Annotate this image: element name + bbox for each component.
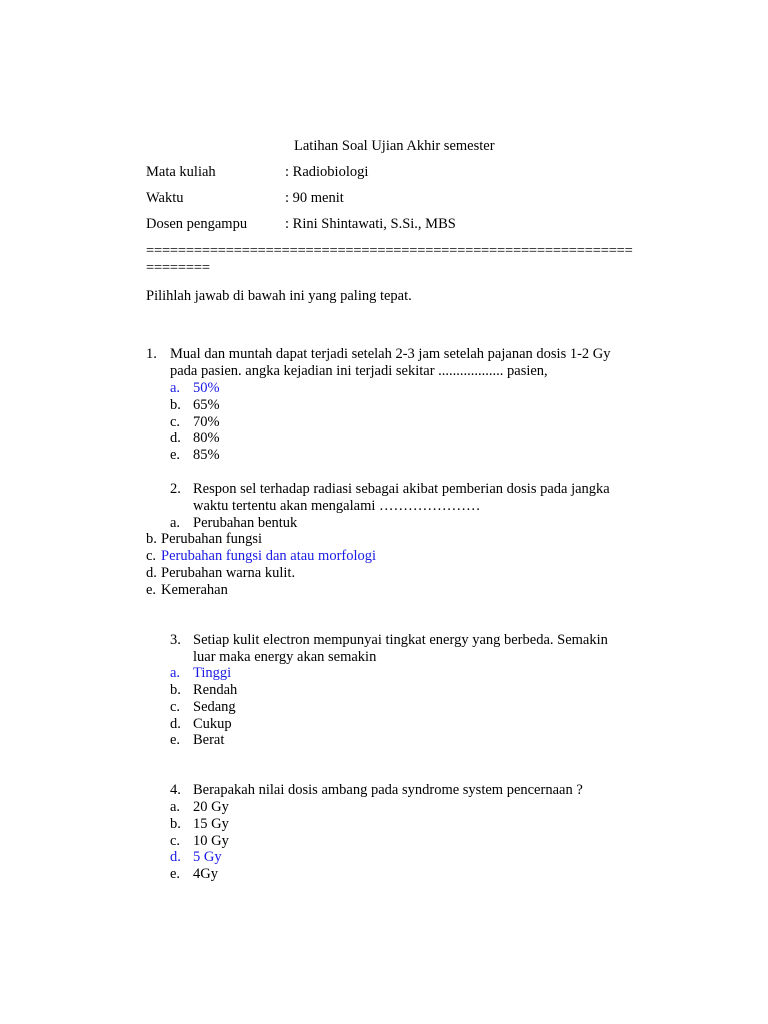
question-1-text-line-2: pada pasien. angka kejadian ini terjadi sekitar .................. pasien, xyxy=(170,363,548,379)
separator-line-2: ======== xyxy=(146,260,210,276)
q4-option-b-text: 15 Gy xyxy=(193,816,229,832)
q2-option-c-letter: c. xyxy=(146,548,157,564)
question-4-number: 4. xyxy=(170,782,181,798)
question-3-text-line-2: luar maka energy akan semakin xyxy=(193,649,377,665)
question-1-text-line-1: Mual dan muntah dapat terjadi setelah 2-3 jam setelah pajanan dosis 1-2 Gy xyxy=(170,346,611,362)
q1-option-e-letter: e. xyxy=(170,447,181,463)
q3-option-e-letter: e. xyxy=(170,732,181,748)
question-2-text-line-2: waktu tertentu akan mengalami ………………… xyxy=(193,498,481,514)
q1-option-a-letter: a. xyxy=(170,380,181,396)
q3-option-d-letter: d. xyxy=(170,716,181,732)
q3-option-e-text: Berat xyxy=(193,732,225,748)
q2-option-b-letter: b. xyxy=(146,531,157,547)
document-title: Latihan Soal Ujian Akhir semester xyxy=(294,138,495,154)
question-3-text-line-1: Setiap kulit electron mempunyai tingkat energy yang berbeda. Semakin xyxy=(193,632,608,648)
q1-option-b-text: 65% xyxy=(193,397,220,413)
instruction-text: Pilihlah jawab di bawah ini yang paling tepat. xyxy=(146,288,412,304)
q3-option-b-text: Rendah xyxy=(193,682,238,698)
q3-option-d-text: Cukup xyxy=(193,716,232,732)
q1-option-e-text: 85% xyxy=(193,447,220,463)
q1-option-d-letter: d. xyxy=(170,430,181,446)
time-value: : 90 menit xyxy=(285,190,344,206)
q3-option-a-text: Tinggi xyxy=(193,665,232,681)
q1-option-d-text: 80% xyxy=(193,430,220,446)
q3-option-a-letter: a. xyxy=(170,665,181,681)
q1-option-c-letter: c. xyxy=(170,414,181,430)
q3-option-b-letter: b. xyxy=(170,682,181,698)
q4-option-d-text: 5 Gy xyxy=(193,849,222,865)
q2-option-c-text: Perubahan fungsi dan atau morfologi xyxy=(161,548,377,564)
q3-option-c-text: Sedang xyxy=(193,699,236,715)
q4-option-c-letter: c. xyxy=(170,833,181,849)
question-4-text-line-1: Berapakah nilai dosis ambang pada syndrome system pencernaan ? xyxy=(193,782,583,798)
question-2-text-line-1: Respon sel terhadap radiasi sebagai akibat pemberian dosis pada jangka xyxy=(193,481,610,497)
q4-option-b-letter: b. xyxy=(170,816,181,832)
q4-option-e-text: 4Gy xyxy=(193,866,218,882)
q4-option-a-letter: a. xyxy=(170,799,181,815)
separator-line-1: ============================================================= xyxy=(146,243,633,259)
q1-option-a-text: 50% xyxy=(193,380,220,396)
q2-option-a-text: Perubahan bentuk xyxy=(193,515,298,531)
q4-option-e-letter: e. xyxy=(170,866,181,882)
q2-option-b-text: Perubahan fungsi xyxy=(161,531,263,547)
time-label: Waktu xyxy=(146,190,184,206)
q1-option-b-letter: b. xyxy=(170,397,181,413)
question-1-number: 1. xyxy=(146,346,157,362)
q3-option-c-letter: c. xyxy=(170,699,181,715)
question-3-number: 3. xyxy=(170,632,181,648)
lecturer-value: : Rini Shintawati, S.Si., MBS xyxy=(285,216,456,232)
q2-option-d-text: Perubahan warna kulit. xyxy=(161,565,296,581)
course-value: : Radiobiologi xyxy=(285,164,369,180)
q4-option-d-letter: d. xyxy=(170,849,181,865)
q4-option-c-text: 10 Gy xyxy=(193,833,229,849)
question-2-number: 2. xyxy=(170,481,181,497)
course-label: Mata kuliah xyxy=(146,164,216,180)
q2-option-e-letter: e. xyxy=(146,582,157,598)
q2-option-a-letter: a. xyxy=(170,515,181,531)
q2-option-d-letter: d. xyxy=(146,565,157,581)
lecturer-label: Dosen pengampu xyxy=(146,216,248,232)
q1-option-c-text: 70% xyxy=(193,414,220,430)
q2-option-e-text: Kemerahan xyxy=(161,582,228,598)
q4-option-a-text: 20 Gy xyxy=(193,799,229,815)
